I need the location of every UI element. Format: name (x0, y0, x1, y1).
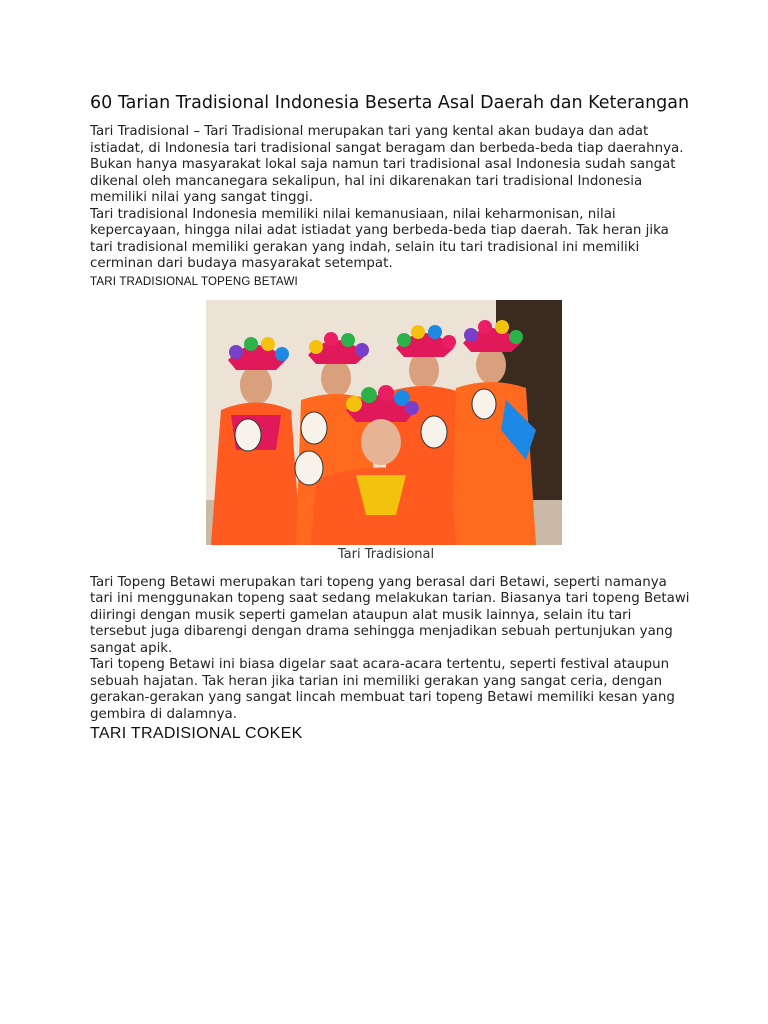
section-heading-cokek: TARI TRADISIONAL COKEK (90, 725, 303, 742)
intro-paragraph-1: Tari Tradisional – Tari Tradisional merupakan tari yang kental akan budaya dan adat istiadat, di Indonesia tari tradisional sangat beragam dan berbeda-beda tiap daerahnya. Bukan hanya masyarakat lokal saja namun tari tradisional asal Indonesia sudah sangat dikenal oleh mancanegara sekalipun, hal ini dikarenakan tari tradisional Indonesia memiliki nilai yang sangat tinggi. (90, 124, 684, 205)
photo-caption: Tari Tradisional (337, 546, 435, 562)
section-heading-topeng-betawi: TARI TRADISIONAL TOPENG BETAWI (90, 275, 298, 288)
dancers-photo-illustration (206, 300, 562, 545)
intro-paragraph-2: Tari tradisional Indonesia memiliki nilai kemanusiaan, nilai keharmonisan, nilai kepercayaan, hingga nilai adat istiadat yang berbeda-beda tiap daerah. Tak heran jika tari tradisional memiliki gerakan yang indah, selain itu tari tradisional ini memiliki cerminan dari budaya masyarakat setempat. (90, 206, 669, 271)
topeng-betawi-paragraph-1: Tari Topeng Betawi merupakan tari topeng yang berasal dari Betawi, seperti namanya tari ini menggunakan topeng saat sedang melakukan tarian. Biasanya tari topeng Betawi diiringi dengan musik seperti gamelan ataupun alat musik lainnya, selain itu tari tersebut juga dibarengi dengan drama sehingga menjadikan sebuah pertunjukan yang sangat apik. (90, 574, 690, 656)
topeng-betawi-paragraph-2: Tari topeng Betawi ini biasa digelar saat acara-acara tertentu, seperti festival ataupun sebuah hajatan. Tak heran jika tarian ini memiliki gerakan yang sangat ceria, dengan gerakan-gerakan yang sangat lincah membuat tari topeng Betawi memiliki kesan yang gembira di dalamnya. (90, 657, 675, 722)
document-page (90, 92, 690, 743)
document-title: 60 Tarian Tradisional Indonesia Beserta Asal Daerah dan Keterangan (90, 93, 690, 113)
dancers-photo (206, 300, 562, 545)
